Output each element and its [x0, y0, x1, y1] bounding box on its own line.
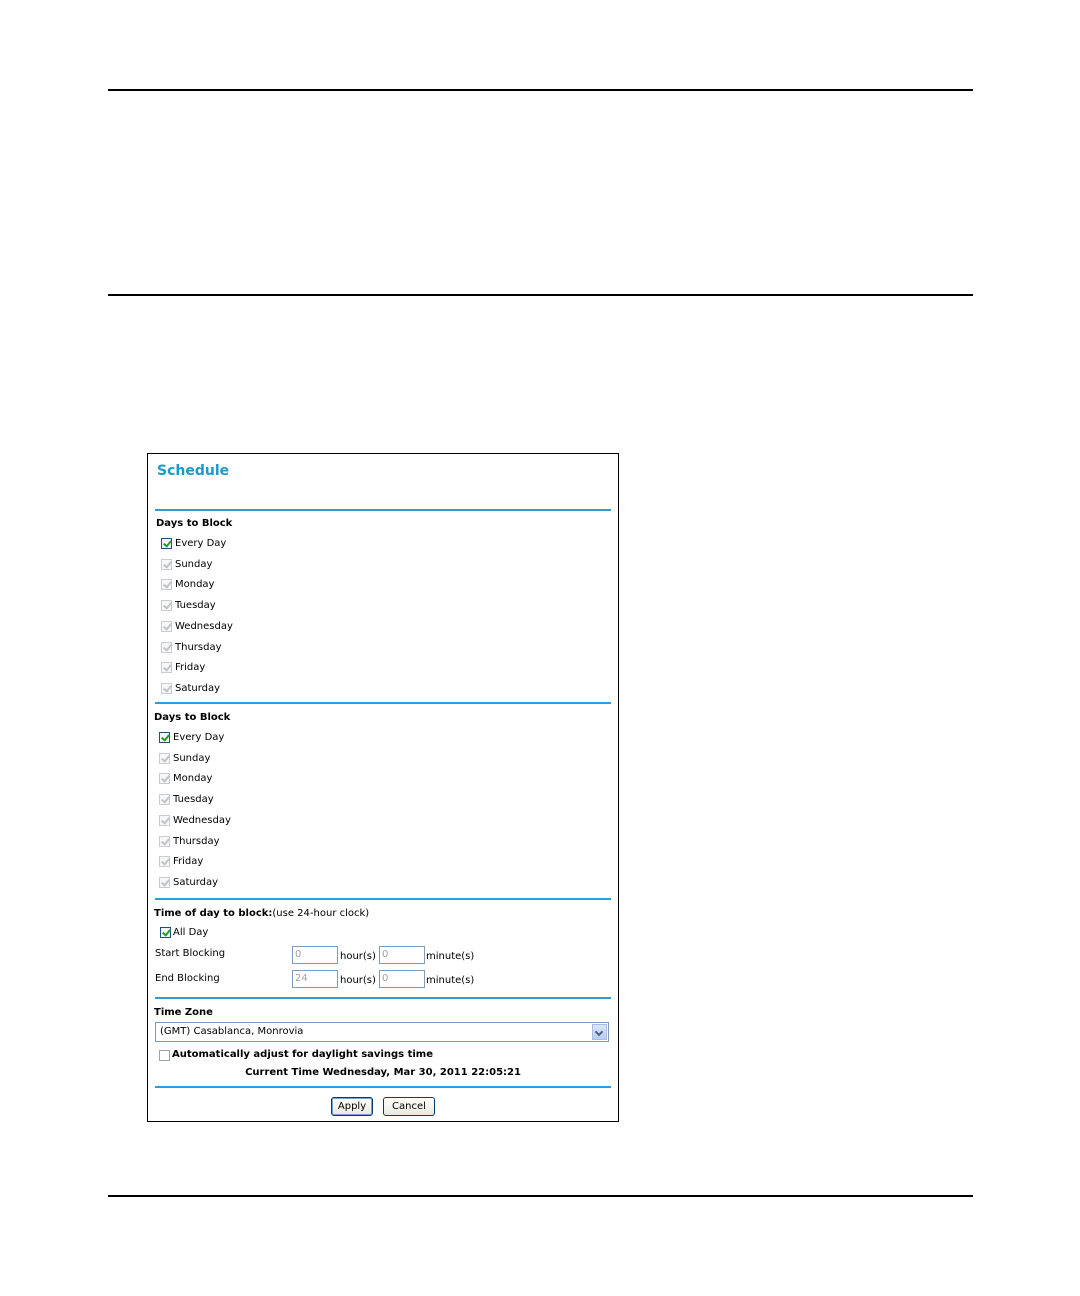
schedule-panel: [147, 453, 619, 1122]
page-section-rule: [108, 294, 973, 296]
tuesday-label: Tuesday: [175, 600, 216, 611]
separator: [155, 1086, 611, 1088]
monday-label: Monday: [175, 579, 215, 590]
time-zone-heading: Time Zone: [154, 1007, 213, 1018]
sunday-label: Sunday: [175, 559, 213, 570]
end-minute-input[interactable]: 0: [379, 970, 425, 988]
daylight-savings-checkbox[interactable]: [159, 1050, 170, 1061]
page-title: Schedule: [157, 463, 230, 479]
sunday-label: Sunday: [173, 753, 211, 764]
separator: [155, 509, 611, 511]
every-day-label: Every Day: [173, 732, 225, 743]
saturday-checkbox[interactable]: [159, 877, 170, 888]
daylight-savings-label: Automatically adjust for daylight savings time: [172, 1049, 433, 1060]
friday-label: Friday: [173, 856, 204, 867]
end-blocking-label: End Blocking: [155, 973, 220, 984]
time-zone-selected: (GMT) Casablanca, Monrovia: [160, 1026, 304, 1037]
thursday-label: Thursday: [173, 836, 220, 847]
monday-checkbox[interactable]: [161, 579, 172, 590]
separator: [155, 997, 611, 999]
end-hour-input[interactable]: 24: [292, 970, 338, 988]
separator: [155, 898, 611, 900]
days-to-block-heading: Days to Block: [156, 518, 233, 529]
friday-checkbox[interactable]: [161, 662, 172, 673]
every-day-checkbox[interactable]: [159, 732, 170, 743]
current-time: Current Time Wednesday, Mar 30, 2011 22:05:21: [245, 1067, 521, 1078]
time-of-day-heading: [154, 908, 369, 919]
saturday-label: Saturday: [175, 683, 221, 694]
friday-label: Friday: [175, 662, 206, 673]
sunday-checkbox[interactable]: [161, 559, 172, 570]
separator: [155, 702, 611, 704]
thursday-label: Thursday: [175, 642, 222, 653]
days-to-block-heading: Days to Block: [154, 712, 231, 723]
friday-checkbox[interactable]: [159, 856, 170, 867]
sunday-checkbox[interactable]: [159, 753, 170, 764]
chevron-down-icon[interactable]: [592, 1024, 607, 1040]
page-top-rule: [108, 89, 973, 91]
page-bottom-rule: [108, 1195, 973, 1197]
time-zone-select[interactable]: [155, 1022, 609, 1042]
all-day-checkbox[interactable]: [160, 927, 171, 938]
tuesday-checkbox[interactable]: [159, 794, 170, 805]
start-blocking-label: Start Blocking: [155, 948, 226, 959]
all-day-label: All Day: [173, 927, 209, 938]
apply-button[interactable]: Apply: [331, 1097, 373, 1116]
tuesday-label: Tuesday: [173, 794, 214, 805]
wednesday-label: Wednesday: [173, 815, 231, 826]
tuesday-checkbox[interactable]: [161, 600, 172, 611]
monday-label: Monday: [173, 773, 213, 784]
thursday-checkbox[interactable]: [159, 836, 170, 847]
saturday-checkbox[interactable]: [161, 683, 172, 694]
end-hour-unit: hour(s): [340, 975, 376, 986]
thursday-checkbox[interactable]: [161, 642, 172, 653]
start-hour-input[interactable]: 0: [292, 946, 338, 964]
wednesday-label: Wednesday: [175, 621, 233, 632]
wednesday-checkbox[interactable]: [159, 815, 170, 826]
start-minute-input[interactable]: 0: [379, 946, 425, 964]
cancel-button[interactable]: Cancel: [383, 1097, 435, 1116]
start-hour-unit: hour(s): [340, 951, 376, 962]
time-of-day-heading-note: (use 24-hour clock): [272, 908, 370, 919]
wednesday-checkbox[interactable]: [161, 621, 172, 632]
time-of-day-heading-bold: Time of day to block:: [154, 908, 273, 919]
end-minute-unit: minute(s): [426, 975, 475, 986]
saturday-label: Saturday: [173, 877, 219, 888]
every-day-checkbox[interactable]: [161, 538, 172, 549]
start-minute-unit: minute(s): [426, 951, 475, 962]
monday-checkbox[interactable]: [159, 773, 170, 784]
every-day-label: Every Day: [175, 538, 227, 549]
